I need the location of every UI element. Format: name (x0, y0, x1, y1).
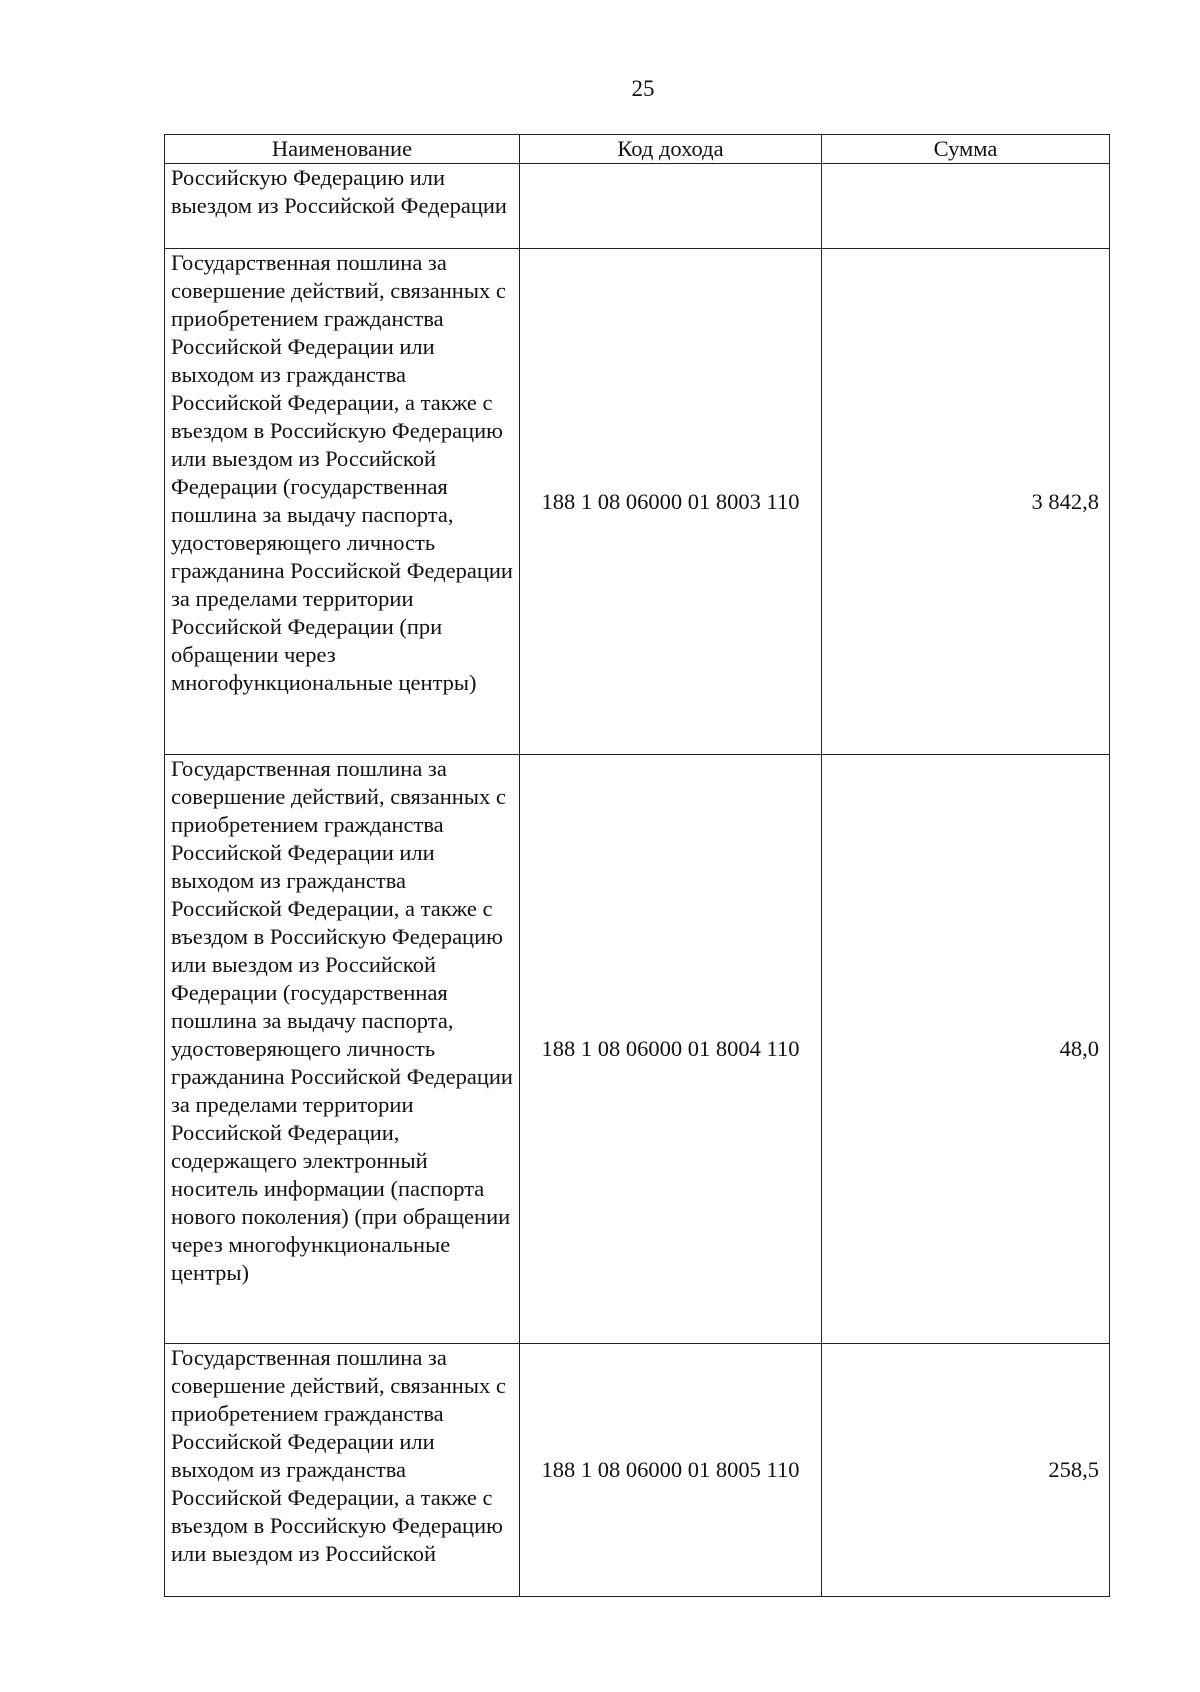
table-row (165, 755, 1110, 1344)
table-row (165, 249, 1110, 755)
page-number: 25 (631, 76, 655, 101)
table-row (165, 1344, 1110, 1597)
row-amount-cell: 3 842,8 (822, 249, 1110, 755)
revenue-table (164, 134, 1110, 1597)
row-code-cell: 188 1 08 06000 01 8003 110 (520, 249, 822, 755)
row-name-cell: Государственная пошлина за совершение действий, связанных с приобретением гражданства Российской Федерации или выходом из гражданства Российской Федерации, а также с въездом в Российскую Федерацию или выездом из Российской Федерации (государственная пошлина за выдачу паспорта, удостоверяющего личность гражданина Российской Федерации за пределами территории Российской Федерации, содержащего электронный носитель информации (паспорта нового поколения) (при обращении через многофункциональные центры) (165, 755, 520, 1344)
row-code-cell: 188 1 08 06000 01 8004 110 (520, 755, 822, 1344)
table-header-row (165, 135, 1110, 164)
table-row (165, 164, 1110, 249)
header-amount: Сумма (822, 135, 1110, 164)
header-code: Код дохода (520, 135, 822, 164)
row-amount-cell: 258,5 (822, 1344, 1110, 1597)
row-code-cell (520, 164, 822, 249)
header-name: Наименование (165, 135, 520, 164)
row-name-cell: Государственная пошлина за совершение действий, связанных с приобретением гражданства Российской Федерации или выходом из гражданства Российской Федерации, а также с въездом в Российскую Федерацию или выездом из Российской Федерации (государственная пошлина за выдачу паспорта, удостоверяющего личность гражданина Российской Федерации за пределами территории Российской Федерации (при обращении через многофункциональные центры) (165, 249, 520, 755)
row-name-cell: Государственная пошлина за совершение действий, связанных с приобретением гражданства Российской Федерации или выходом из гражданства Российской Федерации, а также с въездом в Российскую Федерацию или выездом из Российской (165, 1344, 520, 1597)
row-amount-cell: 48,0 (822, 755, 1110, 1344)
row-name-cell: Российскую Федерацию или выездом из Российской Федерации (165, 164, 520, 249)
row-code-cell: 188 1 08 06000 01 8005 110 (520, 1344, 822, 1597)
row-amount-cell (822, 164, 1110, 249)
